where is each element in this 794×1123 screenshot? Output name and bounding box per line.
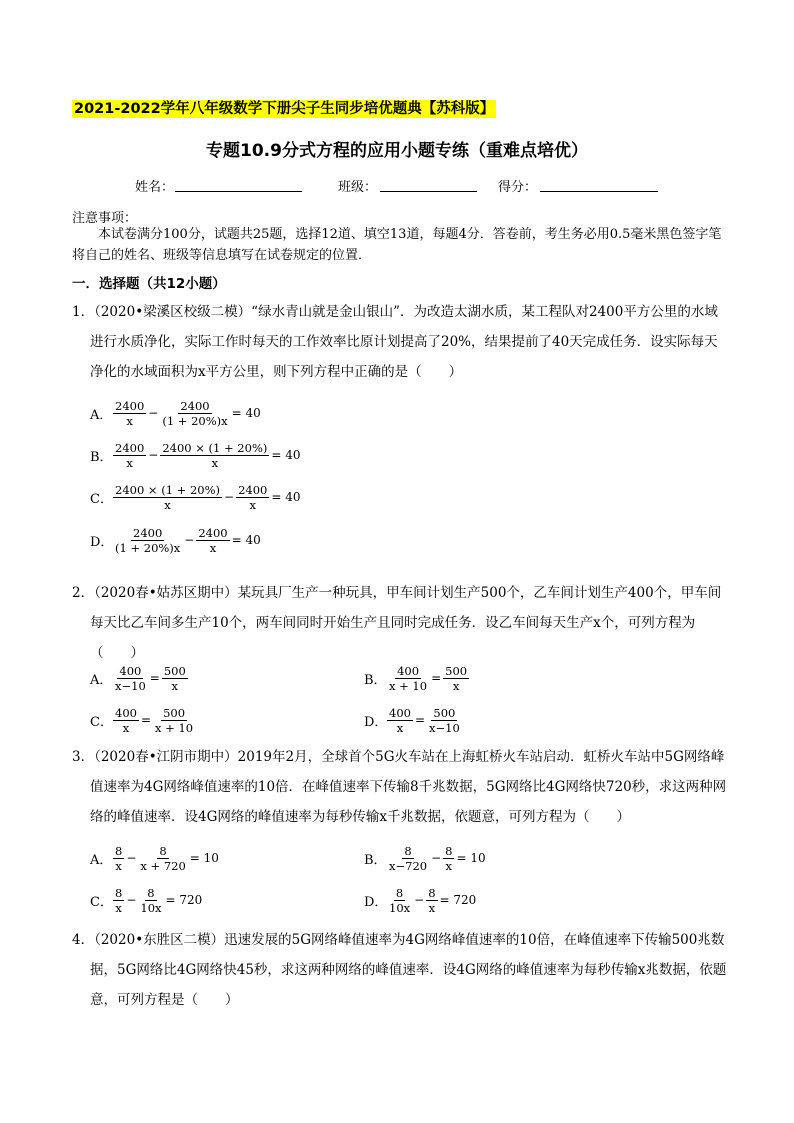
- fraction-denominator: x: [209, 540, 217, 555]
- fraction-numerator: 400: [397, 663, 420, 678]
- option-a[interactable]: [90, 393, 262, 433]
- option-d[interactable]: [90, 520, 262, 560]
- operator: −: [184, 533, 195, 547]
- fraction: [153, 706, 195, 735]
- fraction: [113, 844, 124, 873]
- option-c[interactable]: [90, 880, 203, 920]
- fraction-numerator: 500: [163, 705, 186, 720]
- fraction-denominator: x: [452, 678, 460, 693]
- fraction-numerator: 2400: [133, 525, 163, 540]
- fraction-numerator: 8: [404, 843, 412, 858]
- fraction: [443, 844, 454, 873]
- fraction: [162, 664, 188, 693]
- fraction: [160, 399, 229, 428]
- notice-body: [72, 224, 728, 266]
- option-key: D．: [364, 714, 388, 730]
- question-2: [72, 578, 728, 668]
- fraction-denominator: x + 720: [140, 858, 186, 873]
- operator: −: [148, 448, 159, 462]
- operator: =: [149, 671, 160, 685]
- question-text: （2020春•姑苏区期中）某玩具厂生产一种玩具，甲车间计划生产500个，乙车间计划生产400个，甲车间每天比乙车间多生产10个，两车间同时开始生产且同时完成任务．设乙车间每天生产x个，可列方程为（ ）: [90, 585, 722, 661]
- question-text: （2020•东胜区二模）迅速发展的5G网络峰值速率为4G网络峰值速率的10倍，在峰值速率下传输500兆数据，5G网络比4G网络快45秒，求这两种网络的峰值速率．设4G网络的峰值速率为每秒传输x兆数据，依题意，可列方程是（ ）: [90, 932, 727, 1008]
- course-banner: 2021-2022学年八年级数学下册尖子生同步培优题典【苏科版】: [74, 101, 495, 117]
- equation-rhs: = 720: [165, 893, 203, 907]
- fraction-denominator: (1 + 20%)x: [162, 413, 228, 428]
- fraction: [387, 886, 412, 915]
- fraction-numerator: 2400: [115, 398, 145, 413]
- option-key: A．: [90, 672, 113, 688]
- fraction-numerator: 500: [163, 663, 186, 678]
- fraction: [113, 664, 148, 693]
- fraction: [113, 886, 124, 915]
- fraction-denominator: x: [115, 900, 122, 915]
- fraction-numerator: 2400: [180, 398, 210, 413]
- operator: −: [126, 851, 137, 865]
- class-label: 班级：: [338, 180, 378, 195]
- fraction-denominator: (1 + 20%)x: [115, 540, 181, 555]
- fraction-denominator: x: [115, 858, 122, 873]
- question-number: 4．: [72, 932, 95, 948]
- fraction: [387, 706, 413, 735]
- question-number: 3．: [72, 749, 95, 765]
- fraction-denominator: x: [164, 497, 171, 512]
- fraction-numerator: 2400 × (1 + 20%): [115, 482, 221, 497]
- fraction-numerator: 500: [445, 663, 468, 678]
- option-d[interactable]: [364, 880, 477, 920]
- fraction: [236, 483, 269, 512]
- option-key: C．: [90, 894, 113, 910]
- fraction-numerator: 8: [159, 843, 167, 858]
- fraction-denominator: x + 10: [155, 720, 194, 735]
- equation-rhs: = 10: [456, 851, 486, 865]
- option-key: B．: [364, 852, 387, 868]
- fraction-denominator: 10x: [389, 900, 411, 915]
- question-3: [72, 742, 728, 832]
- fraction-denominator: 10x: [140, 900, 162, 915]
- question-number: 1．: [72, 304, 95, 320]
- equation-rhs: = 10: [189, 851, 219, 865]
- equation-rhs: = 40: [271, 448, 301, 462]
- fraction: [160, 441, 269, 470]
- fraction: [387, 664, 429, 693]
- notice-text: 本试卷满分100分，试题共25题，选择12道、填空13道，每题4分．答卷前，考生务必用0.5毫米黑色签字笔将自己的姓名、班级等信息填写在试卷规定的位置．: [72, 227, 722, 263]
- operator: −: [414, 893, 425, 907]
- section-title: 一．选择题（共12小题）: [72, 276, 226, 292]
- fraction: [196, 526, 229, 555]
- operator: =: [431, 671, 442, 685]
- fraction-denominator: x: [428, 900, 436, 915]
- fraction-denominator: x: [249, 497, 256, 512]
- question-text: （2020春•江阴市期中）2019年2月，全球首个5G火车站在上海虹桥火车站启动．虹桥火车站中5G网络峰值速率为4G网络峰值速率的10倍．在峰值速率下传输8千兆数据，5G网络比4G网络快720秒，求这两种网络的峰值速率．设4G网络的峰值速率为每秒传输x千兆数据，依题意，可列方程为（ ）: [90, 749, 727, 825]
- fraction-numerator: 8: [115, 843, 123, 858]
- fraction-denominator: x: [171, 678, 179, 693]
- option-key: C．: [90, 714, 113, 730]
- fraction: [138, 844, 187, 873]
- option-a[interactable]: [90, 658, 189, 698]
- option-key: B．: [90, 449, 113, 465]
- fraction-denominator: x: [396, 720, 404, 735]
- page-title: 专题10.9分式方程的应用小题专练（重难点培优）: [206, 141, 588, 161]
- fraction-numerator: 400: [115, 705, 137, 720]
- option-c[interactable]: [90, 477, 302, 517]
- option-key: A．: [90, 852, 113, 868]
- score-label: 得分：: [498, 180, 538, 195]
- fraction-numerator: 8: [395, 885, 404, 900]
- option-key: C．: [90, 491, 113, 507]
- equation-rhs: = 720: [439, 893, 477, 907]
- equation-rhs: = 40: [271, 490, 301, 504]
- fraction: [113, 441, 146, 470]
- fraction: [113, 526, 182, 555]
- option-key: A．: [90, 407, 113, 423]
- operator: −: [148, 406, 159, 420]
- fraction: [138, 886, 163, 915]
- fraction-numerator: 2400 × (1 + 20%): [162, 440, 268, 455]
- name-blank[interactable]: [175, 191, 302, 192]
- fraction-denominator: x−10: [429, 720, 460, 735]
- operator: =: [140, 713, 152, 727]
- fraction-numerator: 400: [119, 663, 142, 678]
- name-label: 姓名：: [135, 180, 175, 195]
- fraction: [427, 706, 462, 735]
- fraction-denominator: x: [211, 455, 219, 470]
- equation-rhs: = 40: [231, 406, 261, 420]
- option-key: D．: [90, 534, 114, 550]
- option-a[interactable]: [90, 838, 220, 878]
- fraction-numerator: 500: [433, 705, 456, 720]
- option-key: B．: [364, 672, 387, 688]
- question-number: 2．: [72, 585, 95, 601]
- fraction-denominator: x−720: [389, 858, 428, 873]
- fraction-denominator: x: [122, 720, 130, 735]
- student-info-row: [0, 176, 794, 196]
- question-text: （2020•梁溪区校级二模）“绿水青山就是金山银山”．为改造太湖水质，某工程队对2400平方公里的水域进行水质净化，实际工作时每天的工作效率比原计划提高了20%，结果提前了40天完成任务．设实际每天净化的水域面积为x平方公里，则下列方程中正确的是（ ）: [90, 304, 718, 380]
- operator: =: [414, 713, 426, 727]
- fraction: [113, 483, 222, 512]
- question-1: [72, 297, 728, 387]
- fraction-denominator: x + 10: [389, 678, 428, 693]
- equation-rhs: = 40: [231, 533, 261, 547]
- option-c[interactable]: [90, 700, 196, 740]
- operator: −: [224, 490, 235, 504]
- option-b[interactable]: [90, 435, 302, 475]
- fraction-numerator: 8: [115, 885, 123, 900]
- fraction-denominator: x: [445, 858, 453, 873]
- fraction-numerator: 400: [389, 705, 411, 720]
- option-key: D．: [364, 894, 388, 910]
- option-b[interactable]: [364, 838, 487, 878]
- question-4: [72, 925, 728, 1015]
- operator: −: [126, 893, 137, 907]
- fraction-numerator: 8: [428, 885, 436, 900]
- fraction-denominator: x: [126, 413, 133, 428]
- fraction-denominator: x−10: [115, 678, 146, 693]
- fraction: [426, 886, 437, 915]
- fraction-numerator: 2400: [115, 440, 145, 455]
- fraction-denominator: x: [126, 455, 133, 470]
- option-d[interactable]: [364, 700, 463, 740]
- fraction: [443, 664, 469, 693]
- fraction-numerator: 8: [445, 843, 453, 858]
- fraction: [387, 844, 429, 873]
- fraction-numerator: 2400: [198, 525, 228, 540]
- notice-heading: 注意事项：: [72, 211, 138, 226]
- option-b[interactable]: [364, 658, 470, 698]
- operator: −: [431, 851, 442, 865]
- fraction: [113, 399, 146, 428]
- score-blank[interactable]: [540, 191, 658, 192]
- class-blank[interactable]: [380, 191, 477, 192]
- fraction-numerator: 2400: [238, 482, 268, 497]
- fraction: [113, 706, 139, 735]
- fraction-numerator: 8: [147, 885, 155, 900]
